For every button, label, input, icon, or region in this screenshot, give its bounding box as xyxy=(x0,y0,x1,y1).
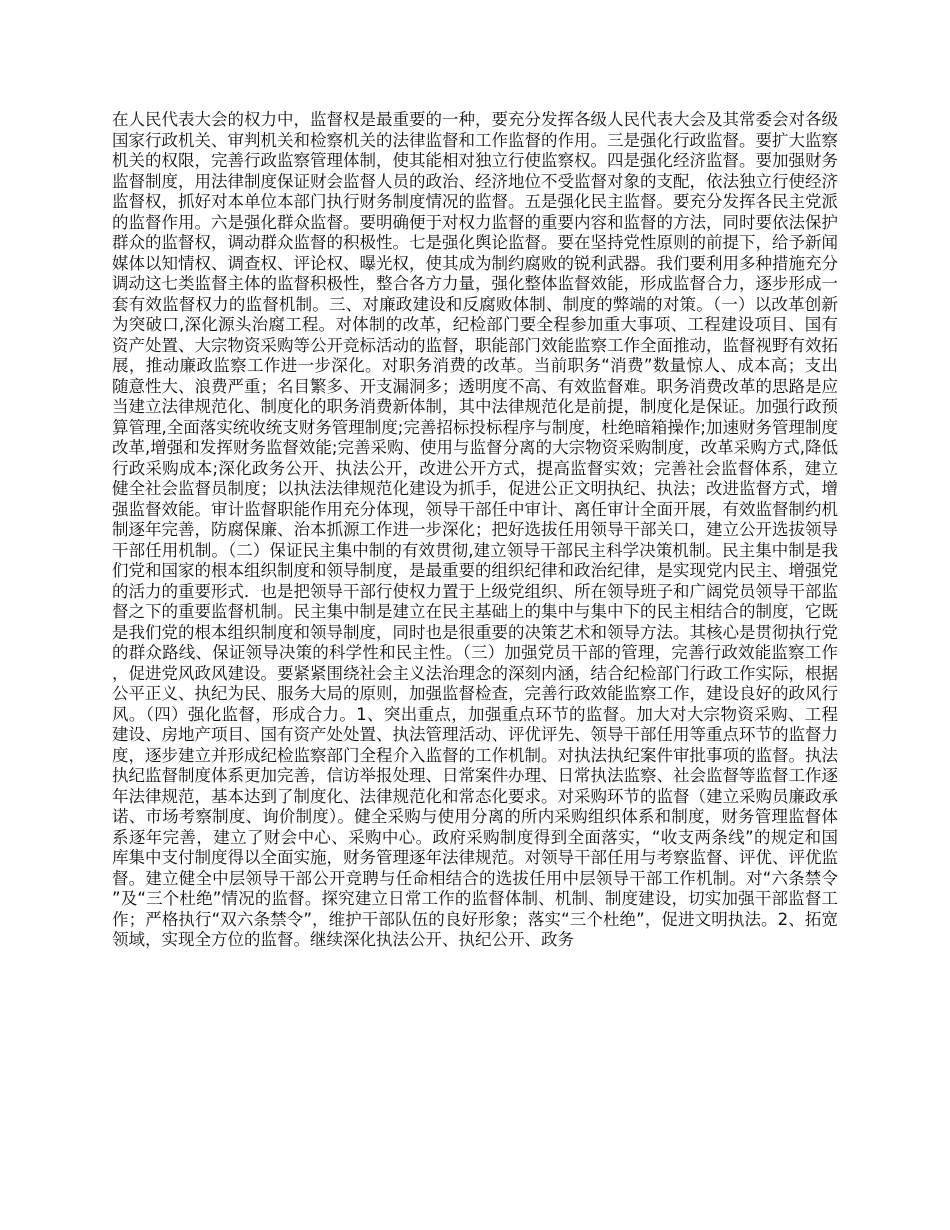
body-paragraph: 在人民代表大会的权力中，监督权是最重要的一种，要充分发挥各级人民代表大会及其常委会对各级国家行政机关、审判机关和检察机关的法律监督和工作监督的作用。三是强化行政监督。要扩大监察机关的权限，完善行政监察管理体制，使其能相对独立行使监察权。四是强化经济监督。要加强财务监督制度，用法律制度保证财会监督人员的政治、经济地位不受监督对象的支配，依法独立行使经济监督权，抓好对本单位本部门执行财务制度情况的监督。五是强化民主监督。要充分发挥各民主党派的监督作用。六是强化群众监督。要明确便于对权力监督的重要内容和监督的方法，同时要依法保护群众的监督权，调动群众监督的积极性。七是强化舆论监督。要在坚持党性原则的前提下，给予新闻媒体以知情权、调查权、评论权、曝光权，使其成为制约腐败的锐利武器。我们要利用多种措施充分调动这七类监督主体的监督积极性，整合各方力量，强化整体监督效能，形成监督合力，逐步形成一套有效监督权力的监督机制。三、对廉政建设和反腐败体制、制度的弊端的对策。（一）以改革创新为突破口,深化源头治腐工程。对体制的改革，纪检部门要全程参加重大事项、工程建设项目、国有资产处置、大宗物资采购等公开竞标活动的监督，职能部门效能监察工作全面推动，监督视野有效拓展，推动廉政监察工作进一步深化。对职务消费的改革。当前职务“消费”数量惊人、成本高；支出随意性大、浪费严重；名目繁多、开支漏洞多；透明度不高、有效监督难。职务消费改革的思路是应当建立法律规范化、制度化的职务消费新体制，其中法律规范化是前提，制度化是保证。加强行政预算管理,全面落实统收统支财务管理制度;完善招标投标程序与制度，杜绝暗箱操作;加速财务管理制度改革,增强和发挥财务监督效能;完善采购、使用与监督分离的大宗物资采购制度，改革采购方式,降低行政采购成本;深化政务公开、执法公开，改进公开方式，提高监督实效；完善社会监督体系，建立健全社会监督员制度；以执法法律规范化建设为抓手，促进公正文明执纪、执法；改进监督方式，增强监督效能。审计监督职能作用充分体现，领导干部任中审计、离任审计全面开展，有效监督制约机制逐年完善，防腐保廉、治本抓源工作进一步深化；把好选拔任用领导干部关口，建立公开选拔领导干部任用机制。（二）保证民主集中制的有效贯彻,建立领导干部民主科学决策机制。民主集中制是我们党和国家的根本组织制度和领导制度，是最重要的组织纪律和政治纪律，是实现党内民主、增强党的活力的重要形式．也是把领导干部行使权力置于上级党组织、所在领导班子和广阔党员领导干部监督之下的重要监督机制。民主集中制是建立在民主基础上的集中与集中下的民主相结合的制度，它既是我们党的根本组织制度和领导制度，同时也是很重要的决策艺术和领导方法。其核心是贯彻执行党的群众路线、保证领导决策的科学性和民主性。（三）加强党员干部的管理，完善行政效能监察工作，促进党风政风建设。要紧紧围绕社会主义法治理念的深刻内涵，结合纪检部门行政工作实际，根据公平正义、执纪为民、服务大局的原则，加强监督检查，完善行政效能监察工作，建设良好的政风行风。（四）强化监督，形成合力。1、突出重点，加强重点环节的监督。加大对大宗物资采购、工程建设、房地产项目、国有资产处处置、执法管理活动、评优评先、领导干部任用等重点环节的监督力度，逐步建立并形成纪检监察部门全程介入监督的工作机制。对执法执纪案件审批事项的监督。执法执纪监督制度体系更加完善，信访举报处理、日常案件办理、日常执法监察、社会监督等监督工作逐年法律规范，基本达到了制度化、法律规范化和常态化要求。对采购环节的监督（建立采购员廉政承诺、市场考察制度、询价制度）。健全采购与使用分离的所内采购组织体系和制度，财务管理监督体系逐年完善，建立了财会中心、采购中心。政府采购制度得到全面落实，“收支两条线”的规定和国库集中支付制度得以全面实施，财务管理逐年法律规范。对领导干部任用与考察监督、评优、评优监督。建立健全中层领导干部公开竞聘与任命相结合的选拔任用中层领导干部工作机制。对“六条禁令”及“三个杜绝”情况的监督。探究建立日常工作的监督体制、机制、制度建设，切实加强干部监督工作；严格执行“双六条禁令”，维护干部队伍的良好形象；落实“三个杜绝”，促进文明执法。2、拓宽领域，实现全方位的监督。继续深化执法公开、执纪公开、政务 xyxy=(112,110,838,949)
document-page xyxy=(112,110,838,1220)
